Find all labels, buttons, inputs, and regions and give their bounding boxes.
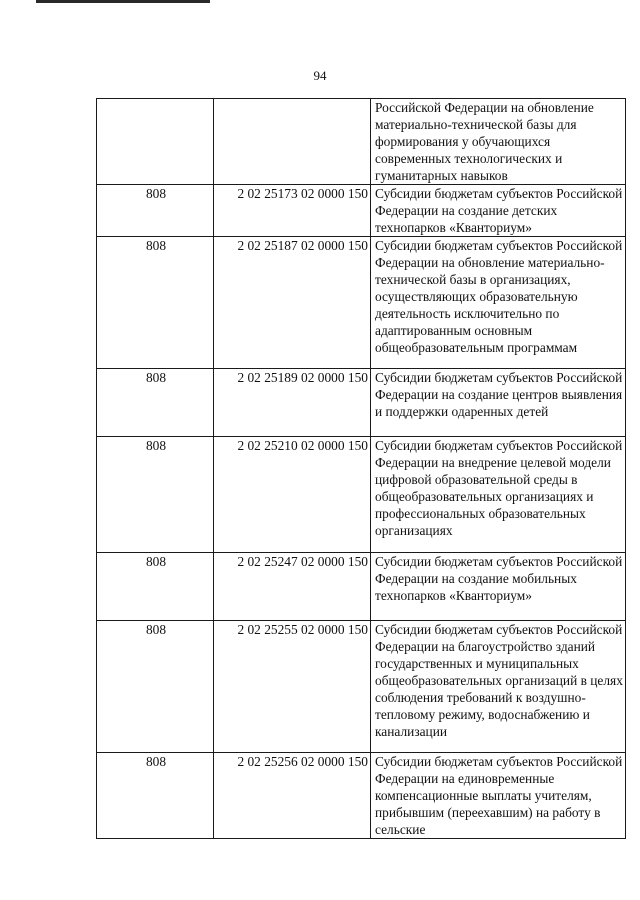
classification-code-cell: 2 02 25210 02 0000 150 — [214, 437, 371, 553]
classification-code-cell: 2 02 25255 02 0000 150 — [214, 621, 371, 753]
description-cell: Субсидии бюджетам субъектов Российской Федерации на создание центров выявления и поддержки одаренных детей — [371, 369, 626, 437]
table-body — [97, 99, 626, 839]
table-row — [97, 99, 626, 185]
page-number: 94 — [313, 68, 327, 83]
description-cell: Субсидии бюджетам субъектов Российской Федерации на создание детских технопарков «Кванториум» — [371, 185, 626, 237]
budget-classification-table — [96, 98, 626, 839]
classification-code-cell: 2 02 25187 02 0000 150 — [214, 237, 371, 369]
description-cell: Субсидии бюджетам субъектов Российской Федерации на обновление материально-технической базы в организациях, осуществляющих образовательную деятельность исключительно по адаптированным основным общеобразовательным программам — [371, 237, 626, 369]
admin-code-cell — [97, 99, 214, 185]
classification-code-cell — [214, 99, 371, 185]
description-cell: Российской Федерации на обновление материально-технической базы для формирования у обучающихся современных технологических и гуманитарных навыков — [371, 99, 626, 185]
description-cell: Субсидии бюджетам субъектов Российской Федерации на благоустройство зданий государственных и муниципальных общеобразовательных организаций в целях соблюдения требований к воздушно-тепловому режиму, водоснабжению и канализации — [371, 621, 626, 753]
scan-edge-mark — [36, 0, 210, 3]
admin-code-cell: 808 — [97, 185, 214, 237]
table-row — [97, 185, 626, 237]
table-row — [97, 437, 626, 553]
table-row — [97, 753, 626, 839]
classification-code-cell: 2 02 25256 02 0000 150 — [214, 753, 371, 839]
table-row — [97, 553, 626, 621]
classification-code-cell: 2 02 25247 02 0000 150 — [214, 553, 371, 621]
table-row — [97, 237, 626, 369]
admin-code-cell: 808 — [97, 237, 214, 369]
table-row — [97, 369, 626, 437]
table-row — [97, 621, 626, 753]
admin-code-cell: 808 — [97, 437, 214, 553]
classification-code-cell: 2 02 25189 02 0000 150 — [214, 369, 371, 437]
description-cell: Субсидии бюджетам субъектов Российской Федерации на единовременные компенсационные выплаты учителям, прибывшим (переехавшим) на работу в сельские — [371, 753, 626, 839]
description-cell: Субсидии бюджетам субъектов Российской Федерации на внедрение целевой модели цифровой образовательной среды в общеобразовательных организациях и профессиональных образовательных организациях — [371, 437, 626, 553]
admin-code-cell: 808 — [97, 753, 214, 839]
description-cell: Субсидии бюджетам субъектов Российской Федерации на создание мобильных технопарков «Кванториум» — [371, 553, 626, 621]
admin-code-cell: 808 — [97, 369, 214, 437]
admin-code-cell: 808 — [97, 553, 214, 621]
classification-code-cell: 2 02 25173 02 0000 150 — [214, 185, 371, 237]
admin-code-cell: 808 — [97, 621, 214, 753]
